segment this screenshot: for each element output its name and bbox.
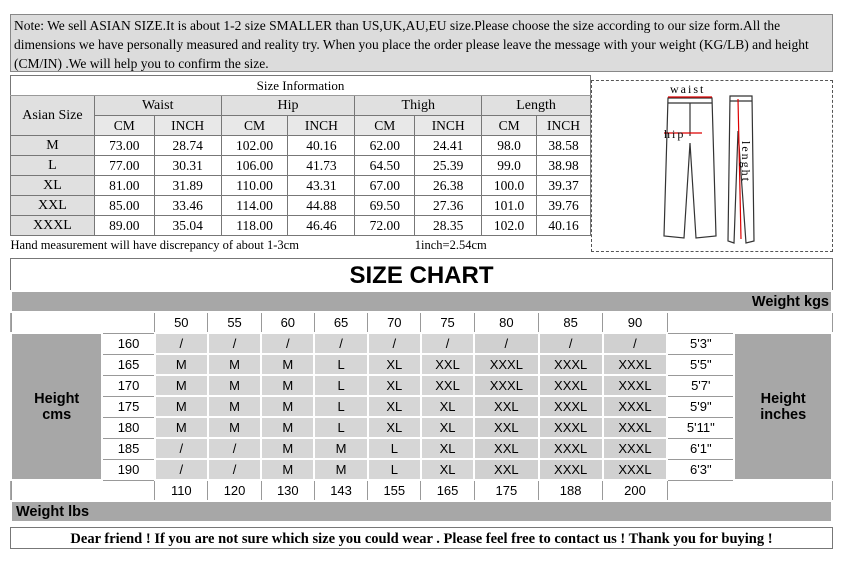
size-cell: M — [155, 417, 208, 438]
height-row — [11, 459, 832, 480]
size-cell: XXL — [474, 438, 538, 459]
size-value: 101.0 — [482, 196, 537, 216]
size-value: 31.89 — [154, 176, 221, 196]
height-inch-value: 5'5" — [667, 354, 734, 375]
height-inches-label: Height inches — [734, 333, 832, 480]
size-value: 39.76 — [537, 196, 591, 216]
size-value: 64.50 — [355, 156, 415, 176]
lb-value: 130 — [261, 480, 314, 501]
size-cell: XXXL — [603, 438, 667, 459]
size-value: 102.00 — [221, 136, 288, 156]
size-cell: XXL — [474, 459, 538, 480]
size-cell: XL — [368, 354, 421, 375]
waist-label: waist — [670, 82, 706, 96]
size-rows — [11, 136, 591, 236]
size-row — [11, 216, 591, 236]
height-row — [11, 396, 832, 417]
size-value: 72.00 — [355, 216, 415, 236]
size-value: 38.58 — [537, 136, 591, 156]
lb-value: 200 — [603, 480, 667, 501]
lb-value: 175 — [474, 480, 538, 501]
thigh-header: Thigh — [355, 96, 482, 116]
size-cell: XL — [368, 396, 421, 417]
size-cell: XXXL — [539, 354, 603, 375]
size-label: XL — [11, 176, 95, 196]
size-value: 41.73 — [288, 156, 355, 176]
size-value: 28.74 — [154, 136, 221, 156]
kg-value: 75 — [421, 312, 474, 333]
size-row — [11, 196, 591, 216]
size-cell: XXXL — [603, 459, 667, 480]
size-value: 118.00 — [221, 216, 288, 236]
kg-value: 70 — [368, 312, 421, 333]
size-cell: XL — [368, 375, 421, 396]
size-cell: / — [421, 333, 474, 354]
height-cm-value: 160 — [102, 333, 154, 354]
height-inch-value: 5'3" — [667, 333, 734, 354]
hip-label: hip — [664, 127, 686, 141]
size-value: 106.00 — [221, 156, 288, 176]
size-value: 73.00 — [94, 136, 154, 156]
size-cell: / — [155, 459, 208, 480]
size-value: 33.46 — [154, 196, 221, 216]
size-cell: M — [155, 354, 208, 375]
size-cell: / — [603, 333, 667, 354]
size-cell: / — [261, 333, 314, 354]
unit-cm: CM — [94, 116, 154, 136]
size-cell: M — [314, 438, 367, 459]
lb-row — [11, 480, 832, 501]
size-value: 30.31 — [154, 156, 221, 176]
unit-inch: INCH — [288, 116, 355, 136]
size-value: 43.31 — [288, 176, 355, 196]
size-value: 69.50 — [355, 196, 415, 216]
size-label: M — [11, 136, 95, 156]
height-inch-value: 6'3" — [667, 459, 734, 480]
kg-row — [11, 312, 832, 333]
hip-header: Hip — [221, 96, 355, 116]
size-cell: M — [208, 417, 261, 438]
size-cell: / — [155, 333, 208, 354]
weight-lbs-label: Weight lbs — [11, 501, 832, 522]
size-cell: L — [368, 438, 421, 459]
size-cell: XL — [421, 459, 474, 480]
size-cell: / — [314, 333, 367, 354]
size-cell: / — [208, 333, 261, 354]
size-cell: M — [261, 375, 314, 396]
lb-value: 155 — [368, 480, 421, 501]
height-row — [11, 333, 832, 354]
size-cell: XL — [421, 396, 474, 417]
height-cm-value: 175 — [102, 396, 154, 417]
size-cell: L — [314, 417, 367, 438]
height-inch-value: 5'7' — [667, 375, 734, 396]
size-label: L — [11, 156, 95, 176]
waist-header: Waist — [94, 96, 221, 116]
size-cell: XXL — [474, 417, 538, 438]
kg-value: 80 — [474, 312, 538, 333]
height-cm-value: 170 — [102, 375, 154, 396]
size-cell: XXL — [421, 354, 474, 375]
lb-value: 110 — [155, 480, 208, 501]
size-value: 38.98 — [537, 156, 591, 176]
size-value: 102.0 — [482, 216, 537, 236]
height-inch-value: 5'9" — [667, 396, 734, 417]
size-cell: M — [155, 396, 208, 417]
lb-value: 143 — [314, 480, 367, 501]
size-value: 26.38 — [415, 176, 482, 196]
height-row — [11, 438, 832, 459]
size-value: 67.00 — [355, 176, 415, 196]
height-cms-label: Height cms — [11, 333, 102, 480]
height-cm-value: 190 — [102, 459, 154, 480]
size-cell: XL — [421, 417, 474, 438]
length-label: lenght — [739, 141, 753, 183]
size-cell: M — [261, 354, 314, 375]
unit-cm: CM — [482, 116, 537, 136]
size-cell: / — [474, 333, 538, 354]
lb-spacer — [11, 480, 155, 501]
size-row — [11, 176, 591, 196]
size-cell: / — [155, 438, 208, 459]
size-label: XXXL — [11, 216, 95, 236]
height-row — [11, 417, 832, 438]
chart-rows — [11, 333, 832, 480]
size-value: 99.0 — [482, 156, 537, 176]
pants-illustration — [592, 81, 832, 251]
inch-conversion-note: 1inch=2.54cm — [415, 236, 591, 256]
size-row — [11, 156, 591, 176]
size-cell: L — [314, 396, 367, 417]
asian-size-header: Asian Size — [11, 96, 95, 136]
footer-message: Dear friend ! If you are not sure which size you could wear . Please feel free to contact us ! Thank you for buying ! — [10, 527, 833, 549]
size-cell: M — [155, 375, 208, 396]
height-cm-value: 180 — [102, 417, 154, 438]
size-value: 100.0 — [482, 176, 537, 196]
size-chart-title: SIZE CHART — [10, 258, 833, 290]
size-cell: M — [208, 375, 261, 396]
height-row — [11, 354, 832, 375]
size-cell: XXXL — [603, 375, 667, 396]
unit-cm: CM — [355, 116, 415, 136]
height-cm-value: 165 — [102, 354, 154, 375]
size-cell: XXL — [421, 375, 474, 396]
size-cell: / — [208, 438, 261, 459]
size-value: 44.88 — [288, 196, 355, 216]
size-cell: L — [314, 375, 367, 396]
size-cell: XXXL — [474, 375, 538, 396]
weight-kgs-label: Weight kgs — [11, 291, 832, 312]
size-info-table — [10, 75, 591, 255]
size-cell: XXXL — [603, 396, 667, 417]
kg-end-spacer — [667, 312, 832, 333]
size-cell: M — [261, 396, 314, 417]
length-header: Length — [482, 96, 591, 116]
size-value: 110.00 — [221, 176, 288, 196]
size-cell: / — [208, 459, 261, 480]
size-value: 39.37 — [537, 176, 591, 196]
size-value: 40.16 — [537, 216, 591, 236]
size-info-title: Size Information — [11, 76, 591, 96]
size-value: 35.04 — [154, 216, 221, 236]
size-value: 98.0 — [482, 136, 537, 156]
measurement-note: Hand measurement will have discrepancy of about 1-3cm — [11, 236, 415, 256]
kg-value: 85 — [539, 312, 603, 333]
size-cell: L — [368, 459, 421, 480]
size-cell: L — [314, 354, 367, 375]
size-cell: XXXL — [603, 354, 667, 375]
size-row — [11, 136, 591, 156]
size-value: 25.39 — [415, 156, 482, 176]
lb-value: 165 — [421, 480, 474, 501]
lb-value: 188 — [539, 480, 603, 501]
size-cell: XXXL — [603, 417, 667, 438]
size-note: Note: We sell ASIAN SIZE.It is about 1-2 size SMALLER than US,UK,AU,EU size.Please choose the size according to our size form.All the dimensions we have personally measured and reality try. When you place the order please leave the message with your weight (KG/LB) and height (CM/IN) .We will help you to confirm the size. — [10, 14, 833, 72]
size-cell: / — [539, 333, 603, 354]
size-cell: XXXL — [539, 417, 603, 438]
size-value: 81.00 — [94, 176, 154, 196]
size-cell: XXXL — [539, 438, 603, 459]
lb-end-spacer — [667, 480, 832, 501]
size-value: 28.35 — [415, 216, 482, 236]
size-value: 46.46 — [288, 216, 355, 236]
unit-inch: INCH — [537, 116, 591, 136]
unit-inch: INCH — [415, 116, 482, 136]
size-label: XXL — [11, 196, 95, 216]
unit-cm: CM — [221, 116, 288, 136]
size-cell: XXL — [474, 396, 538, 417]
size-cell: M — [314, 459, 367, 480]
size-value: 40.16 — [288, 136, 355, 156]
size-cell: XXXL — [539, 375, 603, 396]
kg-value: 60 — [261, 312, 314, 333]
size-value: 85.00 — [94, 196, 154, 216]
size-value: 24.41 — [415, 136, 482, 156]
size-cell: XXXL — [474, 354, 538, 375]
pants-diagram — [591, 80, 833, 252]
size-chart-table — [10, 290, 833, 523]
size-cell: XXXL — [539, 396, 603, 417]
kg-value: 50 — [155, 312, 208, 333]
size-value: 62.00 — [355, 136, 415, 156]
kg-value: 65 — [314, 312, 367, 333]
size-value: 114.00 — [221, 196, 288, 216]
kg-value: 90 — [603, 312, 667, 333]
height-row — [11, 375, 832, 396]
size-cell: XL — [421, 438, 474, 459]
size-value: 89.00 — [94, 216, 154, 236]
kg-spacer — [11, 312, 155, 333]
height-inch-value: 5'11" — [667, 417, 734, 438]
size-cell: M — [208, 396, 261, 417]
unit-inch: INCH — [154, 116, 221, 136]
height-cm-value: 185 — [102, 438, 154, 459]
size-cell: / — [368, 333, 421, 354]
size-cell: M — [208, 354, 261, 375]
lb-value: 120 — [208, 480, 261, 501]
size-value: 77.00 — [94, 156, 154, 176]
size-cell: XXXL — [539, 459, 603, 480]
size-cell: M — [261, 417, 314, 438]
size-cell: XL — [368, 417, 421, 438]
size-cell: M — [261, 459, 314, 480]
kg-value: 55 — [208, 312, 261, 333]
height-inch-value: 6'1" — [667, 438, 734, 459]
size-value: 27.36 — [415, 196, 482, 216]
size-cell: M — [261, 438, 314, 459]
